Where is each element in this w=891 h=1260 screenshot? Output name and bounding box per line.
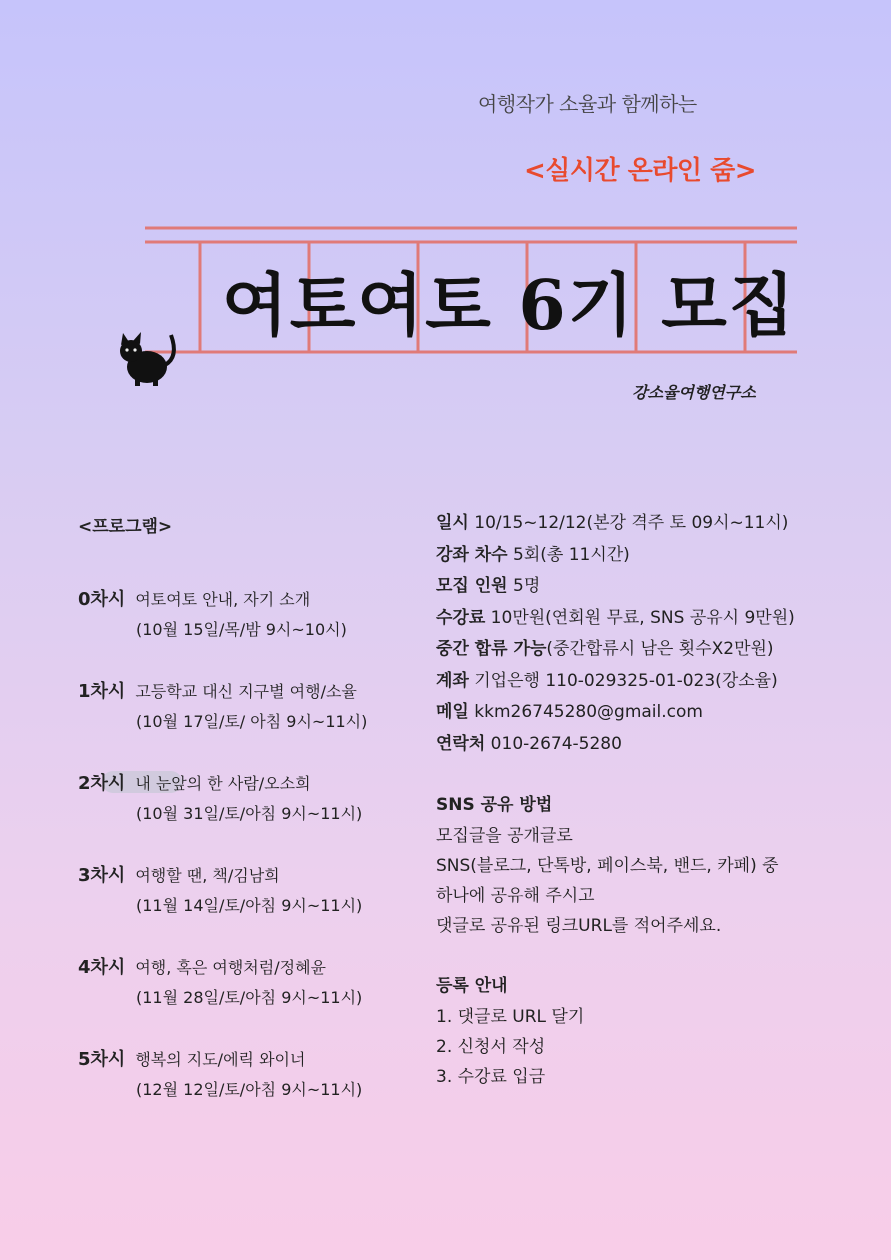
info-row [436, 508, 876, 540]
phone-number: 010-2674-5280 [485, 733, 622, 754]
subtitle: 여행작가 소율과 함께하는 [478, 92, 697, 116]
session-topic: 고등학교 대신 지구별 여행/소율 [135, 682, 357, 701]
session-number: 1차시 [78, 681, 126, 702]
session-date: (11월 14일/토/아침 9시~11시) [136, 896, 363, 915]
session-date: (11월 28일/토/아침 9시~11시) [136, 988, 363, 1007]
program-section [78, 512, 418, 1137]
session-topic: 여행, 혹은 여행처럼/정혜윤 [135, 958, 326, 977]
sns-line: 댓글로 공유된 링크URL를 적어주세요. [436, 916, 722, 936]
info-row [436, 571, 876, 603]
info-row [436, 634, 876, 666]
info-value: 5회(총 11시간) [507, 544, 630, 565]
session-item [78, 769, 418, 829]
sns-line: 모집글을 공개글로 [436, 826, 573, 846]
organizer-name: 강소율여행연구소 [632, 383, 756, 402]
registration-step: 3. 수강료 입금 [436, 1067, 546, 1087]
session-item [78, 677, 418, 737]
info-label: 중간 합류 가능 [436, 639, 547, 659]
email-link[interactable]: kkm26745280@gmail.com [468, 702, 703, 722]
info-row [436, 666, 876, 698]
session-item [78, 1045, 418, 1105]
session-number: 0차시 [78, 589, 126, 610]
registration-step: 2. 신청서 작성 [436, 1037, 546, 1057]
info-label: 일시 [436, 513, 469, 533]
session-number: 5차시 [78, 1049, 126, 1070]
registration-heading: 등록 안내 [436, 976, 508, 996]
session-date: (10월 15일/목/밤 9시~10시) [136, 620, 347, 639]
session-topic: 여토여토 안내, 자기 소개 [135, 590, 311, 609]
session-topic: 여행할 땐, 책/김남희 [135, 866, 280, 885]
session-topic: 행복의 지도/에릭 와이너 [135, 1050, 306, 1069]
info-label: 모집 인원 [436, 576, 508, 596]
session-number: 4차시 [78, 957, 126, 978]
info-label: 메일 [436, 702, 469, 722]
info-value: (중간합류시 남은 횟수X2만원) [546, 639, 774, 659]
session-date: (12월 12일/토/아침 9시~11시) [136, 1080, 363, 1099]
info-value: 10만원(연회원 무료, SNS 공유시 9만원) [485, 607, 795, 628]
program-heading: <프로그램> [78, 517, 173, 537]
session-item [78, 585, 418, 645]
info-row [436, 603, 876, 635]
info-row [436, 540, 876, 572]
tagline: <실시간 온라인 줌> [524, 156, 756, 186]
black-cat-icon [120, 332, 174, 386]
registration-step: 1. 댓글로 URL 달기 [436, 1007, 585, 1027]
info-label: 계좌 [436, 670, 469, 691]
session-item [78, 861, 418, 921]
session-item [78, 953, 418, 1013]
session-date: (10월 17일/토/ 아침 9시~11시) [136, 712, 368, 731]
session-topic: 내 눈앞의 한 사람/오소희 [135, 774, 311, 793]
info-value: 10/15~12/12(본강 격주 토 09시~11시) [468, 513, 789, 533]
sns-heading: SNS 공유 방법 [436, 795, 553, 815]
info-row [436, 697, 876, 729]
sns-line: SNS(블로그, 단톡방, 페이스북, 밴드, 카페) 중 [436, 856, 779, 876]
session-number: 3차시 [78, 865, 126, 886]
info-row [436, 729, 876, 761]
page-title: 여토여토 6기 모집 [222, 266, 797, 346]
info-value: 5명 [507, 576, 541, 596]
info-section [436, 508, 876, 1092]
session-number: 2차시 [78, 773, 126, 794]
session-date: (10월 31일/토/아침 9시~11시) [136, 804, 363, 823]
info-label: 연락처 [436, 733, 486, 754]
info-label: 수강료 [436, 607, 486, 628]
sns-line: 하나에 공유해 주시고 [436, 886, 595, 906]
info-value: 기업은행 110-029325-01-023(강소율) [468, 670, 778, 691]
info-label: 강좌 차수 [436, 544, 508, 565]
